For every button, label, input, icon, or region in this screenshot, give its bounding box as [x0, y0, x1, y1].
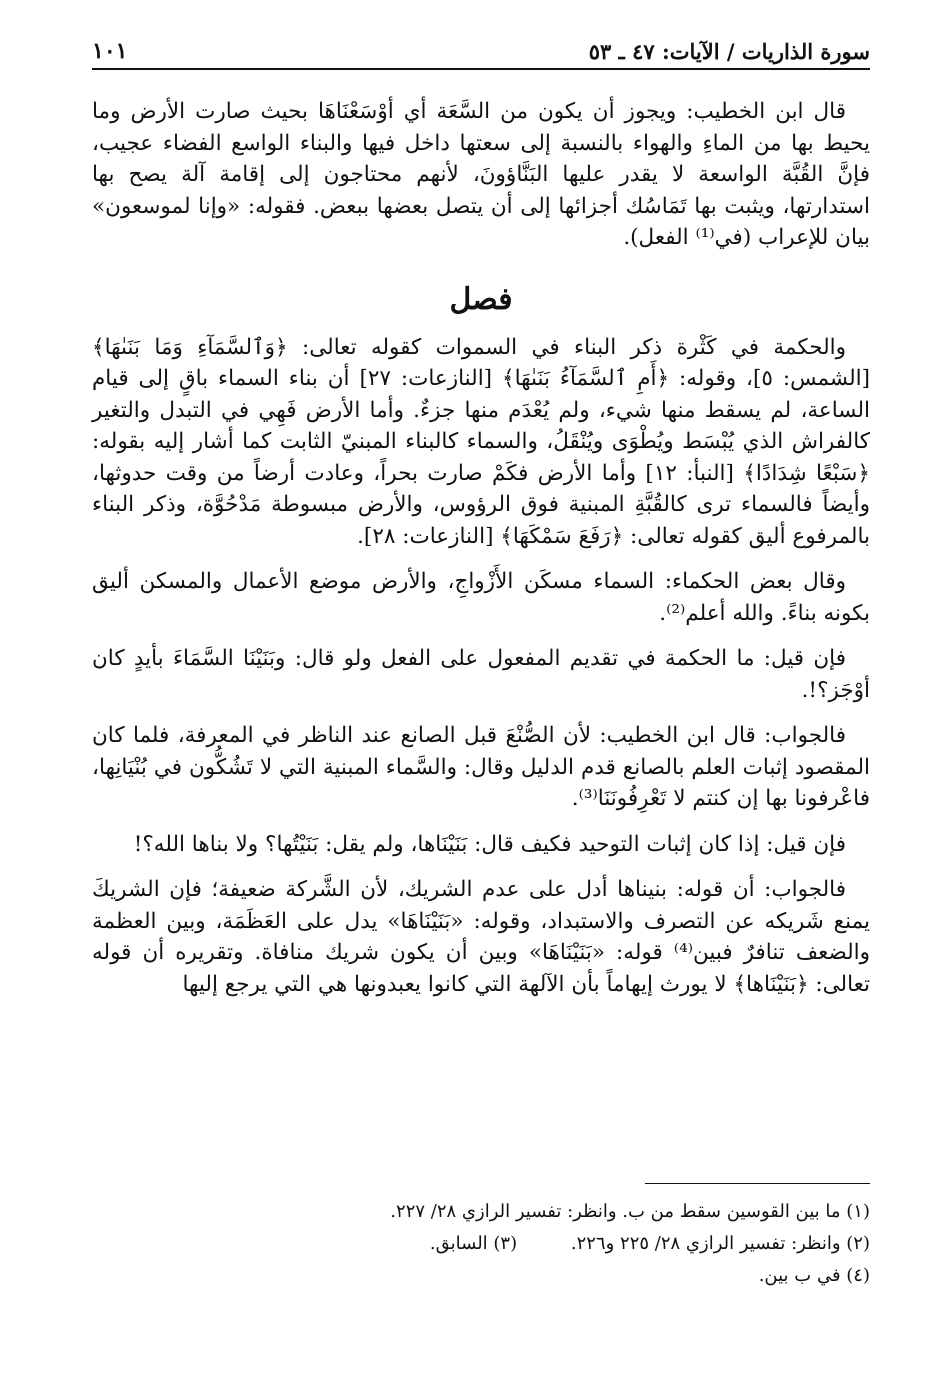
- footnote-1: (١) ما بين القوسين سقط من ب. وانظر: تفسير الرازي ٢٨/ ٢٢٧.: [390, 1201, 870, 1222]
- paragraph-hukama: وقال بعض الحكماء: السماء مسكَن الأَزْواجِ، والأرض موضع الأعمال والمسكن أليق بكونه بناءً. والله أعلم⁽²⁾.: [92, 569, 870, 626]
- section-heading: فصل: [449, 281, 513, 317]
- paragraph-question-object-order: فإن قيل: ما الحكمة في تقديم المفعول على الفعل ولو قال: وبَنَيْنَا السَّمَاءَ بأيدٍ كان أوْجَز؟!.: [92, 646, 870, 703]
- running-header: [92, 28, 870, 70]
- footnote-2: (٢) وانظر: تفسير الرازي ٢٨/ ٢٢٥ و٢٢٦.: [570, 1233, 870, 1254]
- paragraph-answer-sharika: فالجواب: أن قوله: بنيناها أدل على عدم الشريك، لأن الشَّركة ضعيفة؛ فإن الشريكَ يمنع شَريكه عن التصرف والاستبداد، وقوله: «بَنَيْنَاهَا» يدل على العَظَمَة، وبين العظمة والضعف تنافرٌ فبين⁽⁴⁾ قوله: «بَنَيْنَاهَا» وبين أن يكون شريك منافاة. وتقريره أن قوله تعالى: ﴿بَنَيْنَاها﴾ لا يورث إيهاماً بأن الآلهة التي كانوا يعبدونها هي التي يرجع إليها: [92, 877, 870, 997]
- main-text: [92, 96, 870, 1000]
- footnotes: [92, 1196, 870, 1292]
- footnote-divider: [645, 1183, 870, 1184]
- footnote-4: (٤) في ب بين.: [758, 1265, 870, 1286]
- paragraph-ibn-khatib-sa-a: قال ابن الخطيب: ويجوز أن يكون من السَّعَة أي أوْسَعْنَاهَا بحيث صارت الأرض وما يحيط بها من الماءِ والهواء بالنسبة إلى سعتها داخل فيها والبناء الواسع الفضاء عجيب، فإنَّ القُبَّة الواسعة لا يقدر عليها البَنَّاؤونَ، لأنهم محتاجون إلى إقامة آلة يصح بها استدارتها، ويثبت بها تَمَاسُك أجزائها إلى أن يتصل بعضها ببعض. فقوله: «وإنا لموسعون» بيان للإعراب (في⁽¹⁾ الفعل).: [92, 99, 870, 250]
- page-number: ١٠١: [92, 38, 128, 64]
- paragraph-answer-sun-a: فالجواب: قال ابن الخطيب: لأن الصُّنْعَ قبل الصانع عند الناظر في المعرفة، فلما كان المقصود إثبات العلم بالصانع قدم الدليل وقال: والسَّماء المبنية التي لا تَشُكُّون في بُنْيَانِها، فاعْرفونا بها إن كنتم لا تَعْرِفُونَنَا⁽³⁾.: [92, 723, 870, 811]
- paragraph-wisdom-building: والحكمة في كَثْرة ذكر البناء في السموات كقوله تعالى: ﴿وَٱلسَّمَآءِ وَمَا بَنَىٰهَا﴾ [الشمس: ٥]، وقوله: ﴿أَمِ ٱلسَّمَآءُ بَنَىٰهَا﴾ [النازعات: ٢٧] أن بناء السماء باقٍ إلى قيام الساعة، لم يسقط منها شيء، ولم يُعْدَم منها جزءٌ. وأما الأرض فَهِي في التبدل والتغير كالفراش الذي يُبْسَط ويُطْوَى ويُنْقَلُ، والسماء كالبناء المبنيّ الثابت كما أشار إليه بقوله: ﴿سَبْعًا شِدَادًا﴾ [النبأ: ١٢] وأما الأرض فكَمْ صارت بحراً، وعادت أرضاً من وقت حدوثها، وأيضاً فالسماء ترى كالقُبَّةِ المبنية فوق الرؤوس، والأرض مبسوطة مَدْحُوَّة، وذكر البناء بالمرفوع أليق كقوله تعالى: ﴿رَفَعَ سَمْكَهَا﴾ [النازعات: ٢٨].: [92, 334, 871, 549]
- footnote-row-2-3: [92, 1228, 870, 1260]
- footnote-3: (٣) السابق.: [429, 1233, 518, 1254]
- paragraph-question-tawhid: فإن قيل: إذا كان إثبات التوحيد فكيف قال: بَنَيْنَاها، ولم يقل: بَنَيْتُها؟ ولا بناها الله؟!: [133, 831, 846, 857]
- surah-title: سورة الذاريات / الآيات: ٤٧ ـ ٥٣: [588, 39, 870, 64]
